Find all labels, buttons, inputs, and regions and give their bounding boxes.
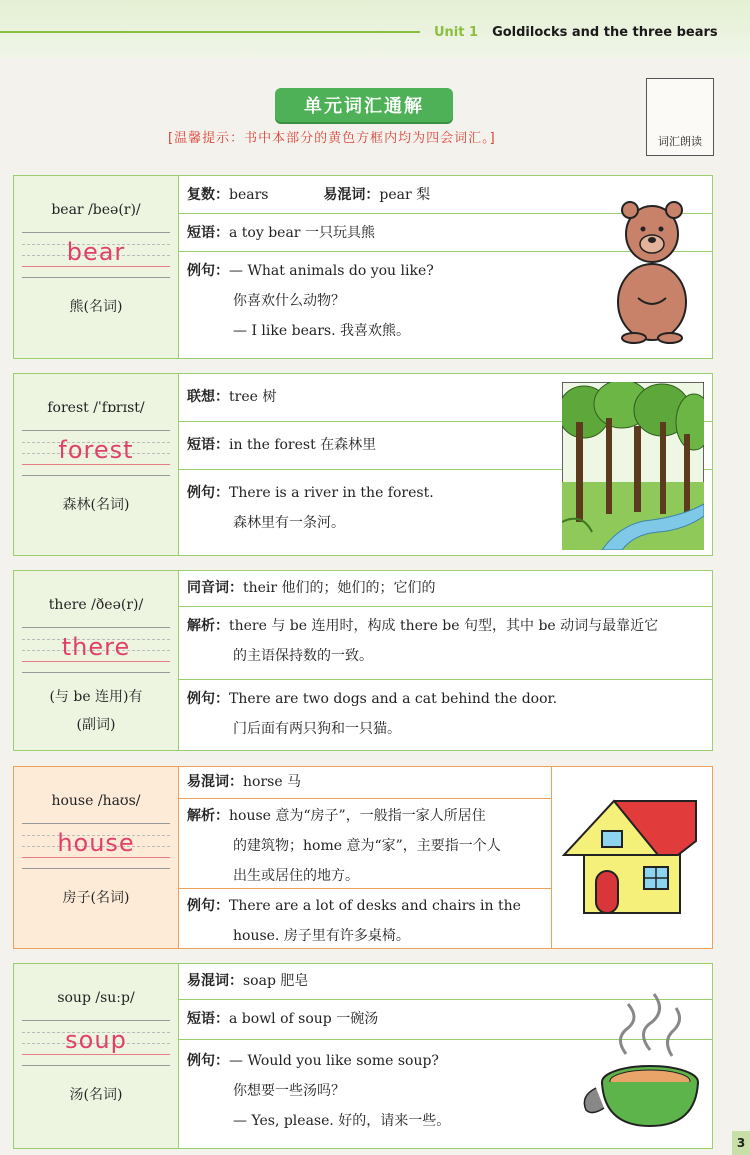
practice-word: soup — [65, 1026, 127, 1054]
row-label: 短语： — [187, 1011, 229, 1027]
audio-label: 词汇朗读 — [658, 135, 702, 148]
row-label: 短语： — [187, 437, 229, 453]
page-header — [0, 14, 750, 50]
practice-word: there — [61, 633, 131, 661]
row-label: 例句： — [187, 691, 229, 707]
row-label: 易混词： — [187, 973, 243, 989]
word-column — [14, 767, 179, 948]
analysis-line: house 意为“房子”，一般指一家人所居住 — [229, 808, 486, 824]
row-label: 复数： — [187, 187, 229, 203]
headword: house /haʊs/ — [51, 793, 141, 809]
row-label: 例句： — [187, 898, 229, 914]
analysis-line: there 与 be 连用时，构成 there be 句型，其中 be 动词与最靠近它 — [229, 618, 659, 634]
example-line: 森林里有一条河。 — [233, 515, 345, 531]
analysis-line: 的主语保持数的一致。 — [233, 648, 373, 664]
forest-illustration — [562, 382, 704, 550]
example-line: — Would you like some soup? — [229, 1053, 439, 1069]
writing-lines — [22, 232, 170, 278]
bear-illustration — [604, 194, 700, 344]
tip-text: [温馨提示：书中本部分的黄色方框内均为四会词汇。] — [168, 131, 496, 146]
word-column — [14, 571, 179, 750]
row-label: 易混词： — [323, 187, 380, 203]
practice-word: forest — [58, 436, 134, 464]
meaning: 汤(名词) — [69, 1087, 123, 1103]
row-text: a toy bear 一只玩具熊 — [229, 225, 375, 241]
example-line: — Yes, please. 好的，请来一些。 — [233, 1113, 451, 1129]
row-label: 解析： — [187, 808, 229, 824]
row-text: tree 树 — [229, 389, 277, 405]
practice-word: bear — [66, 238, 126, 266]
section-title: 单元词汇通解 — [275, 88, 453, 122]
writing-lines — [22, 430, 170, 476]
headword: there /ðeə(r)/ — [48, 597, 144, 613]
example-line: — What animals do you like? — [229, 263, 434, 279]
soup-illustration — [574, 984, 702, 1134]
row-label: 例句： — [187, 485, 229, 501]
row-text: pear 梨 — [379, 187, 431, 203]
example-line: 你想要一些汤吗？ — [233, 1083, 345, 1099]
meaning: 森林(名词) — [62, 497, 130, 513]
vocab-card-soup — [13, 963, 713, 1149]
example-line: There are two dogs and a cat behind the door. — [229, 691, 558, 707]
writing-lines — [22, 1020, 170, 1066]
row-label: 短语： — [187, 225, 229, 241]
row-text: soap 肥皂 — [243, 973, 309, 989]
detail-rows — [179, 571, 712, 750]
unit-title: Goldilocks and the three bears — [492, 24, 718, 40]
example-line: There are a lot of desks and chairs in the — [229, 898, 521, 914]
vocab-card-bear — [13, 175, 713, 359]
row-label: 解析： — [187, 618, 229, 634]
headword: bear /beə(r)/ — [51, 202, 141, 218]
page-number: 3 — [732, 1131, 750, 1155]
row-text: a bowl of soup 一碗汤 — [229, 1011, 379, 1027]
row-text: bears — [229, 187, 269, 203]
row-text: their 他们的；她们的；它们的 — [243, 580, 436, 596]
vocab-card-there — [13, 570, 713, 751]
picture-cell — [551, 767, 712, 948]
meaning: 房子(名词) — [62, 890, 130, 906]
house-illustration — [562, 797, 698, 915]
meaning-line: (与 be 连用)有 — [49, 689, 143, 705]
meaning: 熊(名词) — [69, 299, 123, 315]
row-label: 同音词： — [187, 580, 243, 596]
word-column — [14, 964, 179, 1148]
analysis-line: 的建筑物；home 意为“家”，主要指一个人 — [233, 838, 501, 854]
meaning — [14, 683, 178, 739]
example-line: 你喜欢什么动物？ — [233, 293, 345, 309]
vocab-card-house — [13, 766, 713, 949]
word-column — [14, 176, 179, 358]
detail-rows — [179, 767, 551, 948]
row-text: horse 马 — [243, 774, 302, 790]
row-label: 例句： — [187, 1053, 229, 1069]
headword: forest /ˈfɒrɪst/ — [47, 400, 145, 416]
row-label: 联想： — [187, 389, 229, 405]
example-line: 门后面有两只狗和一只猫。 — [233, 721, 401, 737]
unit-label: Unit 1 — [434, 24, 479, 40]
audio-qr-box[interactable] — [646, 78, 714, 156]
word-column — [14, 374, 179, 555]
row-text: in the forest 在森林里 — [229, 437, 377, 453]
writing-lines — [22, 823, 170, 869]
headword: soup /suːp/ — [57, 990, 135, 1006]
practice-word: house — [57, 829, 135, 857]
vocab-card-forest — [13, 373, 713, 556]
row-label: 易混词： — [187, 774, 243, 790]
meaning-line: (副词) — [76, 717, 116, 733]
analysis-line: 出生或居住的地方。 — [233, 868, 359, 884]
example-line: — I like bears. 我喜欢熊。 — [233, 323, 410, 339]
example-line: There is a river in the forest. — [229, 485, 434, 501]
header-rule — [0, 31, 420, 33]
example-line: house. 房子里有许多桌椅。 — [233, 928, 410, 944]
writing-lines — [22, 627, 170, 673]
row-label: 例句： — [187, 263, 229, 279]
